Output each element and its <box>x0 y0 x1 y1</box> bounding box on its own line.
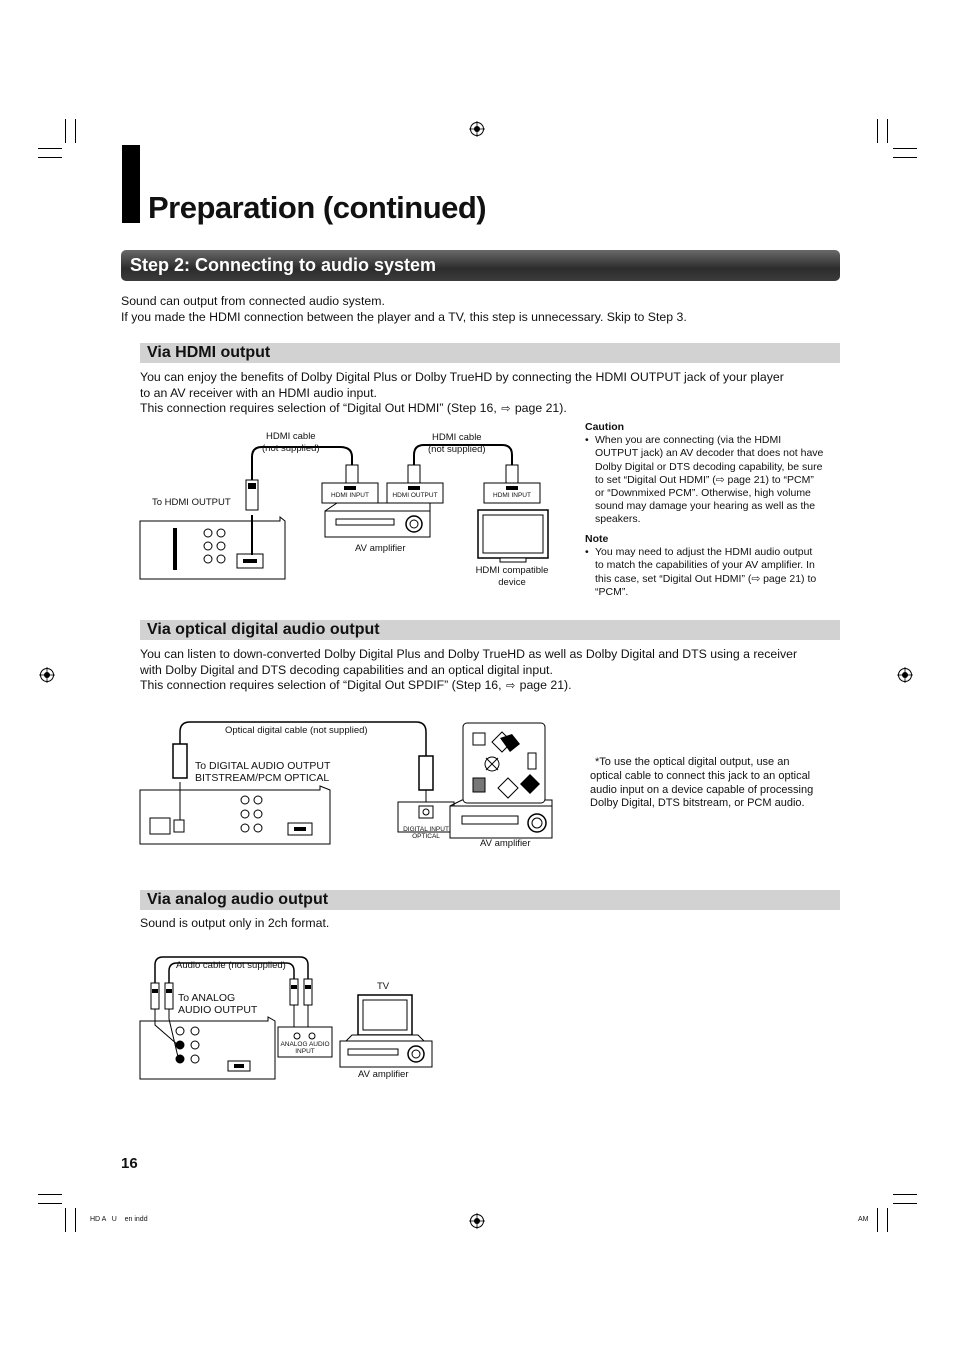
optical-para-line-3 <box>140 677 572 694</box>
intro-line-1: Sound can output from connected audio system. <box>121 294 385 308</box>
crop-mark <box>38 148 62 149</box>
optical-para-line-3-start: This connection requires selection of “Digital Out SPDIF” (Step 16, <box>140 678 505 692</box>
hdmi-para-line-3-start: This connection requires selection of “Digital Out HDMI” (Step 16, <box>140 401 501 415</box>
registration-mark-icon <box>469 121 485 137</box>
step-title: Step 2: Connecting to audio system <box>130 255 437 275</box>
crop-mark <box>893 1194 917 1195</box>
footer-time: AM <box>858 1216 869 1223</box>
hdmi-para-line-1: You can enjoy the benefits of Dolby Digital Plus or Dolby TrueHD by connecting the HDMI OUTPUT jack of your player <box>140 370 784 384</box>
digital-input-label: DIGITAL INPUT OPTICAL <box>403 826 449 840</box>
crop-mark <box>887 1208 888 1232</box>
crop-mark <box>75 1208 76 1232</box>
caution-line: OUTPUT jack) an AV decoder that does not have <box>595 447 824 460</box>
amp-hdmi-input-label: HDMI INPUT <box>331 492 369 499</box>
optical-side-note-line: audio input on a device capable of processing <box>590 783 814 796</box>
hdmi-cable-label-2: HDMI cable (not supplied) <box>428 432 486 455</box>
note-block <box>585 533 845 599</box>
caution-line: or “Downmixed PCM”. Otherwise, high volume <box>595 487 811 500</box>
optical-output-label: To DIGITAL AUDIO OUTPUT BITSTREAM/PCM OPTICAL <box>195 760 331 784</box>
section-title-hdmi: Via HDMI output <box>147 344 271 361</box>
optical-av-amplifier-label: AV amplifier <box>480 838 531 849</box>
footer-file-name: HD A U en indd <box>90 1216 148 1223</box>
optical-side-note-line: *To use the optical digital output, use an <box>595 756 790 768</box>
crop-mark <box>877 1208 878 1232</box>
crop-mark <box>887 119 888 143</box>
note-line: “PCM”. <box>595 585 629 598</box>
hdmi-av-amplifier-label: AV amplifier <box>355 543 406 554</box>
note-line: You may need to adjust the HDMI audio output <box>595 546 813 559</box>
analog-para-line-1: Sound is output only in 2ch format. <box>140 916 330 930</box>
analog-av-amplifier-label: AV amplifier <box>358 1069 409 1080</box>
crop-mark <box>38 1203 62 1204</box>
registration-mark-icon <box>469 1213 485 1229</box>
caution-title: Caution <box>585 421 625 433</box>
title-accent-bar <box>122 145 140 223</box>
analog-output-label: To ANALOG AUDIO OUTPUT <box>178 992 258 1016</box>
intro-line-2: If you made the HDMI connection between the player and a TV, this step is unnecessary. Skip to Step 3. <box>121 310 687 324</box>
page-number: 16 <box>121 1155 138 1172</box>
registration-mark-icon <box>39 667 55 683</box>
caution-line: sound may damage your hearing as well as the <box>595 500 816 513</box>
note-line: this case, set “Digital Out HDMI” (⇨ page 21) to <box>595 572 817 585</box>
note-line: to match the capabilities of your AV amplifier. In <box>595 559 815 572</box>
crop-mark <box>38 157 62 158</box>
caution-bullet: • <box>585 434 589 447</box>
caution-block <box>585 421 845 527</box>
hdmi-para-line-3 <box>140 400 567 417</box>
optical-side-note-line: Dolby Digital, DTS bitstream, or PCM audio. <box>590 797 805 810</box>
caution-line: When you are connecting (via the HDMI <box>595 434 782 447</box>
optical-connection-diagram <box>140 720 560 850</box>
crop-mark <box>65 1208 66 1232</box>
analog-tv-label: TV <box>377 981 390 992</box>
crop-mark <box>38 1194 62 1195</box>
optical-side-note <box>590 756 840 811</box>
page-title: Preparation (continued) <box>148 190 487 225</box>
hdmi-para-line-2: to an AV receiver with an HDMI audio input. <box>140 386 377 400</box>
analog-cable-label: Audio cable (not supplied) <box>176 960 286 971</box>
crop-mark <box>893 148 917 149</box>
hdmi-para-line-3-end: page 21). <box>511 401 567 415</box>
crop-mark <box>75 119 76 143</box>
analog-input-label: ANALOG AUDIO INPUT <box>280 1041 330 1055</box>
optical-cable-label: Optical digital cable (not supplied) <box>225 725 368 736</box>
section-title-analog: Via analog audio output <box>147 891 329 908</box>
registration-mark-icon <box>897 667 913 683</box>
hdmi-tv-device-label: HDMI compatible device <box>475 565 549 588</box>
page-ref-arrow-icon: ⇨ <box>505 680 516 692</box>
amp-hdmi-output-label: HDMI OUTPUT <box>392 492 438 499</box>
optical-para-line-2: with Dolby Digital and DTS decoding capabilities and an optical digital input. <box>140 663 553 677</box>
optical-para-line-3-end: page 21). <box>516 678 572 692</box>
crop-mark <box>877 119 878 143</box>
analog-connection-diagram <box>140 955 440 1085</box>
optical-para-line-1: You can listen to down-converted Dolby Digital Plus and Dolby TrueHD as well as Dolby Digital and DTS using a receiver <box>140 647 798 661</box>
section-title-optical: Via optical digital audio output <box>147 621 380 638</box>
caution-line: to set “Digital Out HDMI” (⇨ page 21) to “PCM” <box>595 473 814 486</box>
page-ref-arrow-icon: ⇨ <box>501 403 511 415</box>
note-title: Note <box>585 533 609 545</box>
crop-mark <box>65 119 66 143</box>
hdmi-cable-label-1: HDMI cable (not supplied) <box>262 431 320 454</box>
note-bullet: • <box>585 546 589 559</box>
to-hdmi-output-label: To HDMI OUTPUT <box>152 497 231 508</box>
crop-mark <box>893 157 917 158</box>
optical-side-note-line: optical cable to connect this jack to an optical <box>590 769 811 782</box>
crop-mark <box>893 1203 917 1204</box>
caution-line: Dolby Digital or DTS decoding capability, be sure <box>595 460 823 473</box>
caution-line: speakers. <box>595 513 641 526</box>
tv-hdmi-input-label: HDMI INPUT <box>493 492 531 499</box>
